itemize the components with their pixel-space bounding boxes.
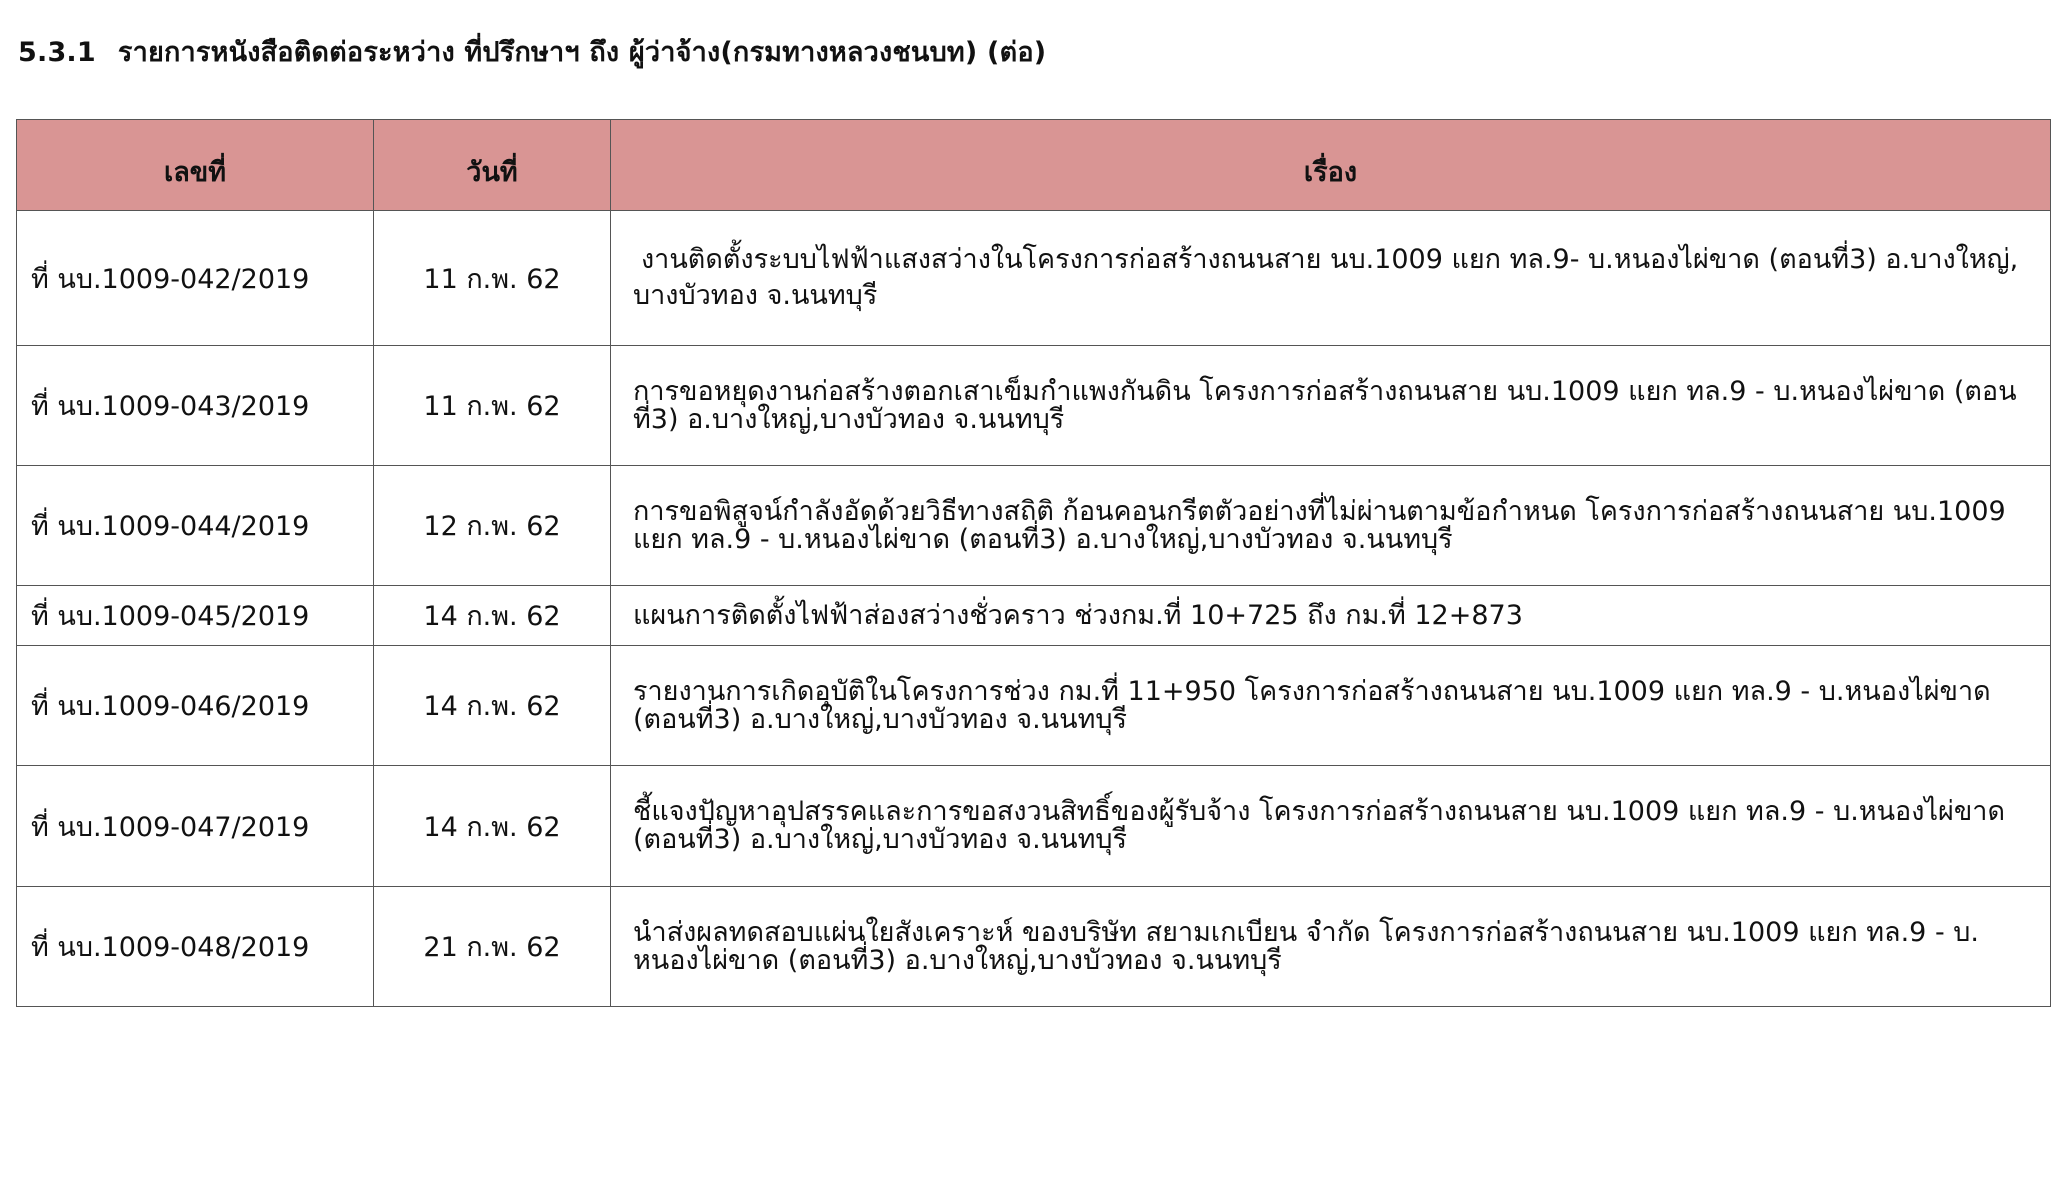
letter-date: 12 ก.พ. 62 [374,466,611,586]
table-header [17,120,2051,211]
letter-number: ที่ นบ.1009-046/2019 [17,646,374,766]
subject-line-1: นำส่งผลทดสอบแผ่นใยสังเคราะห์ ของบริษัท สยามเกเบียน จำกัด โครงการก่อสร้างถนนสาย นบ.1009 แยก ทล.9 - บ. [633,916,1979,948]
section-title: รายการหนังสือติดต่อระหว่าง ที่ปรึกษาฯ ถึง ผู้ว่าจ้าง(กรมทางหลวงชนบท) (ต่อ) [117,37,1047,68]
letter-date: 21 ก.พ. 62 [374,887,611,1007]
table-row [17,466,2051,586]
section-number: 5.3.1 [18,37,96,68]
letter-subject [611,466,2051,586]
subject-line-2: บางบัวทอง จ.นนทบุรี [633,280,878,311]
header-date: วันที่ [374,120,611,211]
header-subject: เรื่อง [611,120,2051,211]
subject-line-2: แยก ทล.9 - บ.หนองไผ่ขาด (ตอนที่3) อ.บางใหญ่,บางบัวทอง จ.นนทบุรี [633,523,1453,555]
table-row [17,646,2051,766]
subject-line-1: ชี้แจงปัญหาอุปสรรคและการขอสงวนสิทธิ์ของผู้รับจ้าง โครงการก่อสร้างถนนสาย นบ.1009 แยก ทล.9 - บ.หนองไผ่ขาด [633,796,2005,827]
subject-line-2: (ตอนที่3) อ.บางใหญ่,บางบัวทอง จ.นนทบุรี [633,703,1128,735]
letter-date: 14 ก.พ. 62 [374,586,611,646]
letter-number: ที่ นบ.1009-042/2019 [17,211,374,346]
table-body [17,211,2051,1007]
letter-date: 14 ก.พ. 62 [374,646,611,766]
subject-line-2: (ตอนที่3) อ.บางใหญ่,บางบัวทอง จ.นนทบุรี [633,824,1128,855]
correspondence-table [16,119,2051,1007]
letter-subject [611,346,2051,466]
letter-number: ที่ นบ.1009-047/2019 [17,766,374,887]
table-row [17,211,2051,346]
letter-date: 11 ก.พ. 62 [374,211,611,346]
subject-line-1: รายงานการเกิดอุบัติในโครงการช่วง กม.ที่ 11+950 โครงการก่อสร้างถนนสาย นบ.1009 แยก ทล.9 - บ.หนองไผ่ขาด [633,675,1991,707]
subject-line-2: หนองไผ่ขาด (ตอนที่3) อ.บางใหญ่,บางบัวทอง จ.นนทบุรี [633,944,1282,976]
subject-line-1: แผนการติดตั้งไฟฟ้าส่องสว่างชั่วคราว ช่วงกม.ที่ 10+725 ถึง กม.ที่ 12+873 [633,599,1523,631]
header-row [17,120,2051,211]
letter-date: 11 ก.พ. 62 [374,346,611,466]
letter-number: ที่ นบ.1009-043/2019 [17,346,374,466]
letter-number: ที่ นบ.1009-045/2019 [17,586,374,646]
subject-line-1: การขอหยุดงานก่อสร้างตอกเสาเข็มกำแพงกันดิน โครงการก่อสร้างถนนสาย นบ.1009 แยก ทล.9 - บ.หนองไผ่ขาด (ตอน [633,375,2017,407]
table-row [17,346,2051,466]
letter-number: ที่ นบ.1009-048/2019 [17,887,374,1007]
subject-line-2: ที่3) อ.บางใหญ่,บางบัวทอง จ.นนทบุรี [633,403,1065,435]
letter-subject [611,887,2051,1007]
header-number: เลขที่ [17,120,374,211]
letter-subject [611,211,2051,346]
table-row [17,887,2051,1007]
table-row [17,586,2051,646]
letter-subject [611,766,2051,887]
subject-line-1: การขอพิสูจน์กำลังอัดด้วยวิธีทางสถิติ ก้อนคอนกรีตตัวอย่างที่ไม่ผ่านตามข้อกำหนด โครงการก่อสร้างถนนสาย นบ.1009 [633,495,2006,527]
letter-subject [611,646,2051,766]
table-row [17,766,2051,887]
letter-date: 14 ก.พ. 62 [374,766,611,887]
section-heading [18,30,1046,73]
letter-number: ที่ นบ.1009-044/2019 [17,466,374,586]
subject-line-1: งานติดตั้งระบบไฟฟ้าแสงสว่างในโครงการก่อสร้างถนนสาย นบ.1009 แยก ทล.9- บ.หนองไผ่ขาด (ตอนที่3) อ.บางใหญ่, [641,244,2019,275]
letter-subject [611,586,2051,646]
